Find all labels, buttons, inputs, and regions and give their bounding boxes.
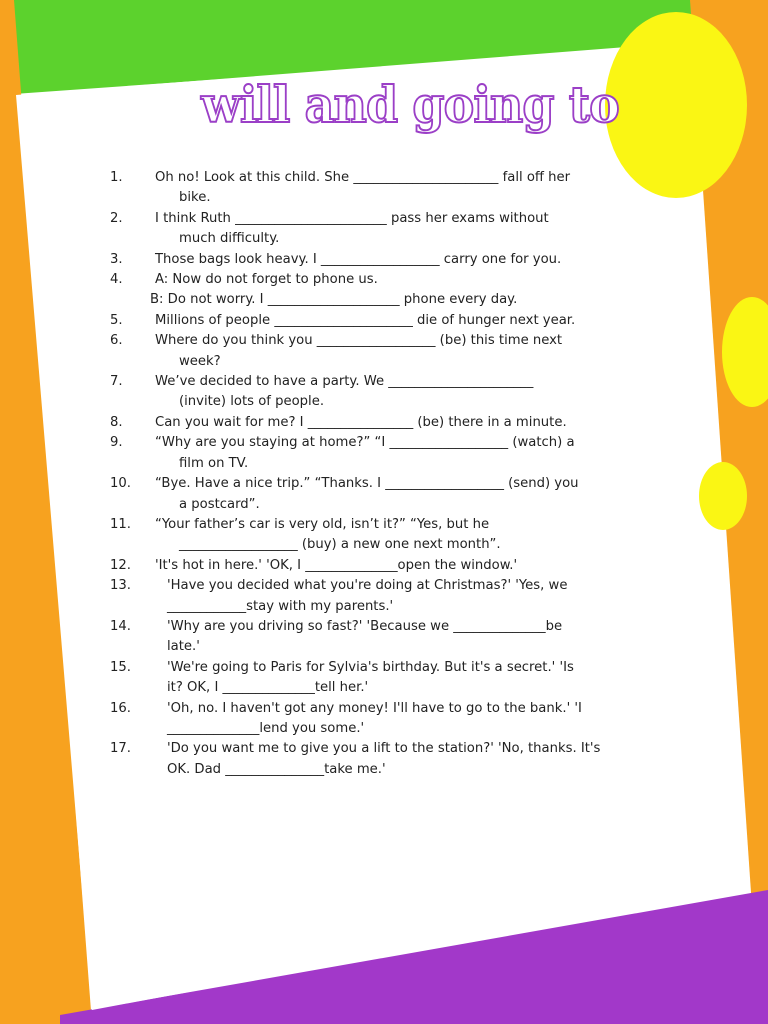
exercise-text-cont: film on TV. — [179, 455, 249, 471]
exercise-text-cont: it? OK, I ______________tell her.' — [167, 680, 369, 696]
exercise-item — [100, 739, 658, 780]
yellow-circle-small — [699, 462, 747, 530]
exercise-number: 16. — [110, 700, 131, 716]
exercise-text-cont: OK. Dad _______________take me.' — [167, 761, 386, 777]
exercise-item — [100, 576, 658, 617]
exercise-number: 11. — [110, 516, 131, 532]
exercise-text: Where do you think you __________________ (be) this time next — [155, 333, 563, 349]
exercise-item — [100, 658, 658, 699]
exercise-item — [100, 556, 658, 576]
exercise-item — [100, 474, 658, 515]
exercise-text-cont: week? — [179, 353, 221, 369]
exercise-number: 5. — [110, 312, 123, 328]
exercise-text: Can you wait for me? I ________________ (be) there in a minute. — [155, 414, 567, 430]
exercise-number: 1. — [110, 170, 123, 185]
exercise-text-cont: ______________lend you some.' — [167, 720, 365, 736]
exercise-number: 10. — [110, 476, 131, 492]
exercise-number: 4. — [110, 272, 123, 288]
exercise-number: 9. — [110, 435, 123, 451]
exercise-item — [100, 433, 658, 474]
exercise-text: A: Now do not forget to phone us. — [155, 272, 378, 288]
exercise-item — [100, 413, 658, 433]
exercise-text-cont: __________________ (buy) a new one next month”. — [179, 537, 501, 553]
exercise-item — [100, 617, 658, 658]
exercise-item — [100, 311, 658, 331]
exercise-text: I think Ruth _______________________ pass her exams without — [155, 210, 549, 226]
page-title: will and going to — [201, 75, 619, 134]
exercise-text: 'It's hot in here.' 'OK, I ______________open the window.' — [155, 557, 518, 573]
exercise-text-cont: much difficulty. — [179, 231, 280, 247]
exercise-text-cont: (invite) lots of people. — [179, 394, 325, 410]
exercise-text: Millions of people _____________________ die of hunger next year. — [155, 312, 576, 328]
exercise-text-cont: late.' — [167, 639, 200, 655]
exercise-text: 'Why are you driving so fast?' 'Because we ______________be — [167, 618, 563, 634]
exercise-item — [100, 270, 658, 290]
exercise-text: B: Do not worry. I ____________________ phone every day. — [150, 292, 518, 308]
exercise-number: 7. — [110, 374, 123, 390]
exercise-number: 15. — [110, 659, 131, 675]
exercise-number: 12. — [110, 557, 131, 573]
exercise-item — [100, 515, 658, 556]
exercise-text: 'Have you decided what you're doing at Christmas?' 'Yes, we — [167, 578, 568, 594]
exercise-text-cont: bike. — [179, 190, 211, 206]
exercise-text: Oh no! Look at this child. She ______________________ fall off her — [155, 170, 571, 185]
exercise-number: 8. — [110, 414, 123, 430]
exercise-text-cont: a postcard”. — [179, 496, 260, 512]
exercise-text: “Bye. Have a nice trip.” “Thanks. I __________________ (send) you — [155, 476, 579, 492]
exercise-text: “Why are you staying at home?” “I __________________ (watch) a — [155, 435, 575, 451]
exercise-number: 3. — [110, 251, 123, 267]
exercise-number: 17. — [110, 741, 131, 757]
exercise-item — [100, 699, 658, 740]
exercise-item — [100, 209, 658, 250]
exercise-text: We’ve decided to have a party. We ______________________ — [155, 374, 534, 390]
exercise-number: 14. — [110, 618, 131, 634]
exercise-item — [100, 372, 658, 413]
exercise-text: 'We're going to Paris for Sylvia's birthday. But it's a secret.' 'Is — [167, 659, 574, 675]
exercise-text-cont: ____________stay with my parents.' — [167, 598, 394, 614]
exercise-list — [100, 168, 658, 780]
exercise-text: 'Do you want me to give you a lift to the station?' 'No, thanks. It's — [167, 741, 601, 757]
exercise-text: Those bags look heavy. I __________________ carry one for you. — [155, 251, 562, 267]
exercise-item — [100, 290, 658, 310]
exercise-text: “Your father’s car is very old, isn’t it?” “Yes, but he — [155, 516, 490, 532]
exercise-number — [100, 290, 150, 310]
exercise-item — [100, 168, 658, 209]
exercise-item — [100, 250, 658, 270]
exercise-number: 2. — [110, 210, 123, 226]
exercise-number: 6. — [110, 333, 123, 349]
exercise-number: 13. — [110, 578, 131, 594]
exercise-text: 'Oh, no. I haven't got any money! I'll have to go to the bank.' 'I — [167, 700, 582, 716]
exercise-item — [100, 331, 658, 372]
